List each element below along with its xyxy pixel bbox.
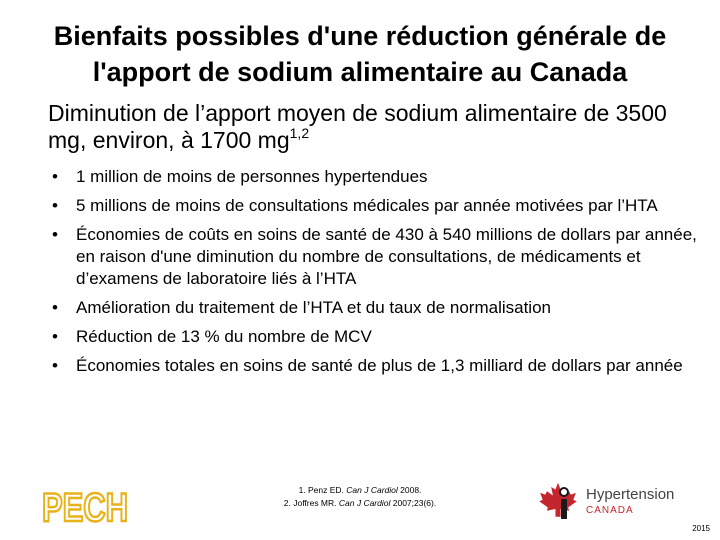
- bullet-text: 5 millions de moins de consultations médicales par année motivées par l’HTA: [76, 196, 658, 215]
- slide-subtitle: [48, 100, 698, 154]
- bullet-item: [48, 224, 698, 290]
- references: [200, 484, 520, 510]
- bullet-item: [48, 297, 698, 319]
- hypertension-logo-word: Hypertension: [586, 486, 675, 503]
- bullet-icon: •: [52, 356, 58, 375]
- bullet-list: [48, 166, 698, 384]
- bullet-item: [48, 195, 698, 217]
- bullet-item: [48, 355, 698, 377]
- bullet-icon: •: [52, 298, 58, 317]
- bullet-icon: •: [52, 167, 58, 186]
- bullet-icon: •: [52, 196, 58, 215]
- bullet-text: Économies de coûts en soins de santé de 430 à 540 millions de dollars par année, en raison d'une diminution du nombre de consultations, de médicaments et d’examens de laboratoire liés à l’HTA: [76, 225, 697, 288]
- slide-year: 2015: [692, 524, 710, 533]
- hypertension-logo-sub: CANADA: [586, 505, 634, 516]
- bullet-item: [48, 326, 698, 348]
- bullet-icon: •: [52, 225, 58, 244]
- subtitle-text: Diminution de l’apport moyen de sodium alimentaire de 3500 mg, environ, à 1700 mg: [48, 100, 667, 153]
- bullet-item: [48, 166, 698, 188]
- bullet-text: Économies totales en soins de santé de plus de 1,3 milliard de dollars par année: [76, 356, 683, 375]
- pech-logo: [40, 484, 130, 530]
- bullet-text: Réduction de 13 % du nombre de MCV: [76, 327, 372, 346]
- bullet-icon: •: [52, 327, 58, 346]
- reference-item: 2. Joffres MR. Can J Cardiol 2007;23(6).: [283, 498, 437, 508]
- person-body-icon: [561, 499, 567, 519]
- subtitle-superscript: 1,2: [289, 125, 310, 141]
- reference-item: 1. Penz ED. Can J Cardiol 2008.: [298, 485, 422, 495]
- pech-logo-text: PECH: [42, 486, 128, 530]
- maple-leaf-icon: [539, 483, 576, 517]
- bullet-text: 1 million de moins de personnes hypertendues: [76, 167, 428, 186]
- slide-title: Bienfaits possibles d'une réduction générale de l'apport de sodium alimentaire au Canada: [53, 21, 667, 87]
- bullet-text: Amélioration du traitement de l’HTA et du taux de normalisation: [76, 298, 551, 317]
- person-head-icon: [560, 488, 568, 496]
